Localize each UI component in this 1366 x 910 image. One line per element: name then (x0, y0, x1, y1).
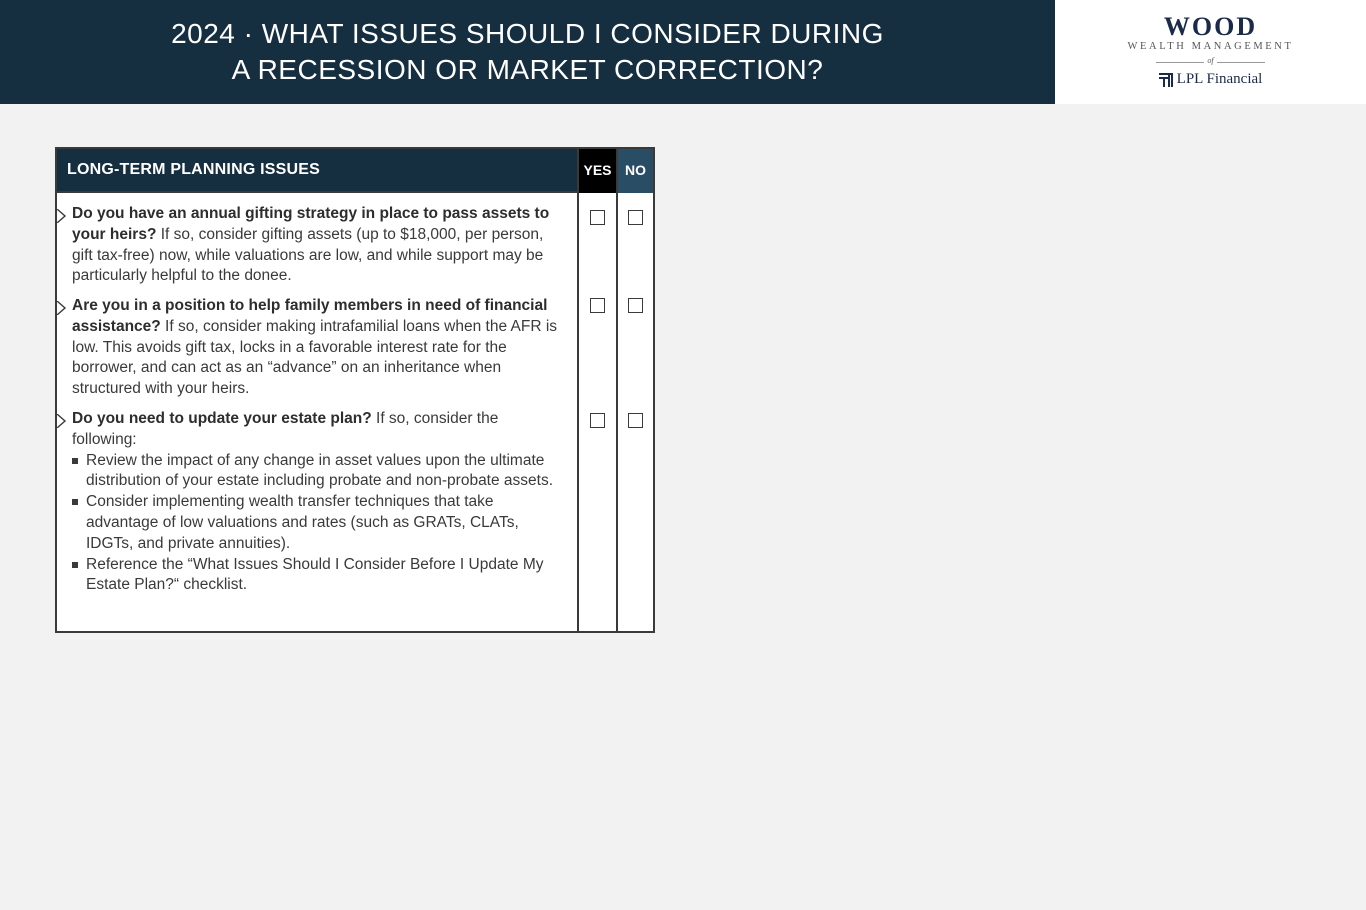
table-header (57, 149, 653, 193)
logo-partner (1055, 71, 1366, 88)
bullet-item: Review the impact of any change in asset values upon the ultimate distribution of your estate including probate and non-probate assets. (72, 451, 562, 493)
page-title (171, 16, 884, 88)
column-divider-no (616, 149, 618, 631)
logo-partner-name: LPL Financial (1176, 71, 1263, 87)
row-detail: If so, consider the following: (72, 410, 499, 448)
column-divider-yes (577, 149, 579, 631)
chevron-right-icon (57, 209, 67, 223)
table-heading: LONG-TERM PLANNING ISSUES (67, 161, 321, 178)
row-text (72, 204, 562, 287)
logo-subtitle: WEALTH MANAGEMENT (1127, 41, 1294, 52)
chevron-right-icon (57, 414, 67, 428)
no-checkbox[interactable] (628, 210, 643, 225)
chevron-right-icon (57, 301, 67, 315)
title-line-1: 2024 · WHAT ISSUES SHOULD I CONSIDER DURING (171, 18, 884, 49)
logo-rule-right (1217, 62, 1265, 63)
bullet-list (72, 451, 562, 597)
page-header (0, 0, 1055, 104)
title-line-2: A RECESSION OR MARKET CORRECTION? (231, 54, 824, 85)
row-question: Do you need to update your estate plan? (72, 410, 372, 427)
company-logo (1055, 0, 1366, 104)
logo-of: of (1207, 56, 1214, 65)
no-checkbox[interactable] (628, 298, 643, 313)
yes-column-header: YES (579, 149, 616, 193)
no-checkbox[interactable] (628, 413, 643, 428)
bullet-item: Reference the “What Issues Should I Consider Before I Update My Estate Plan?“ checklist. (72, 555, 562, 597)
no-column-header: NO (618, 149, 653, 193)
yes-checkbox[interactable] (590, 298, 605, 313)
checklist-table (55, 147, 655, 633)
row-question: Do you have an annual gifting strategy in place to pass assets to your heirs? (72, 205, 550, 243)
row-detail: If so, consider making intrafamilial loans when the AFR is low. This avoids gift tax, locks in a favorable interest rate for the borrower, and can act as an “advance” on an inheritance when structured with your heirs. (72, 317, 558, 398)
row-text (72, 409, 562, 596)
logo-name: WOOD (1163, 12, 1258, 41)
row-question: Are you in a position to help family members in need of financial assistance? (72, 297, 548, 335)
lpl-icon (1159, 73, 1173, 87)
row-detail: If so, consider gifting assets (up to $18,000, per person, gift tax-free) now, while valuations are low, and while support may be particularly helpful to the donee. (72, 225, 544, 285)
bullet-item: Consider implementing wealth transfer techniques that take advantage of low valuations and rates (such as GRATs, CLATs, IDGTs, and private annuities). (72, 492, 562, 554)
yes-checkbox[interactable] (590, 210, 605, 225)
row-text (72, 296, 562, 400)
yes-checkbox[interactable] (590, 413, 605, 428)
